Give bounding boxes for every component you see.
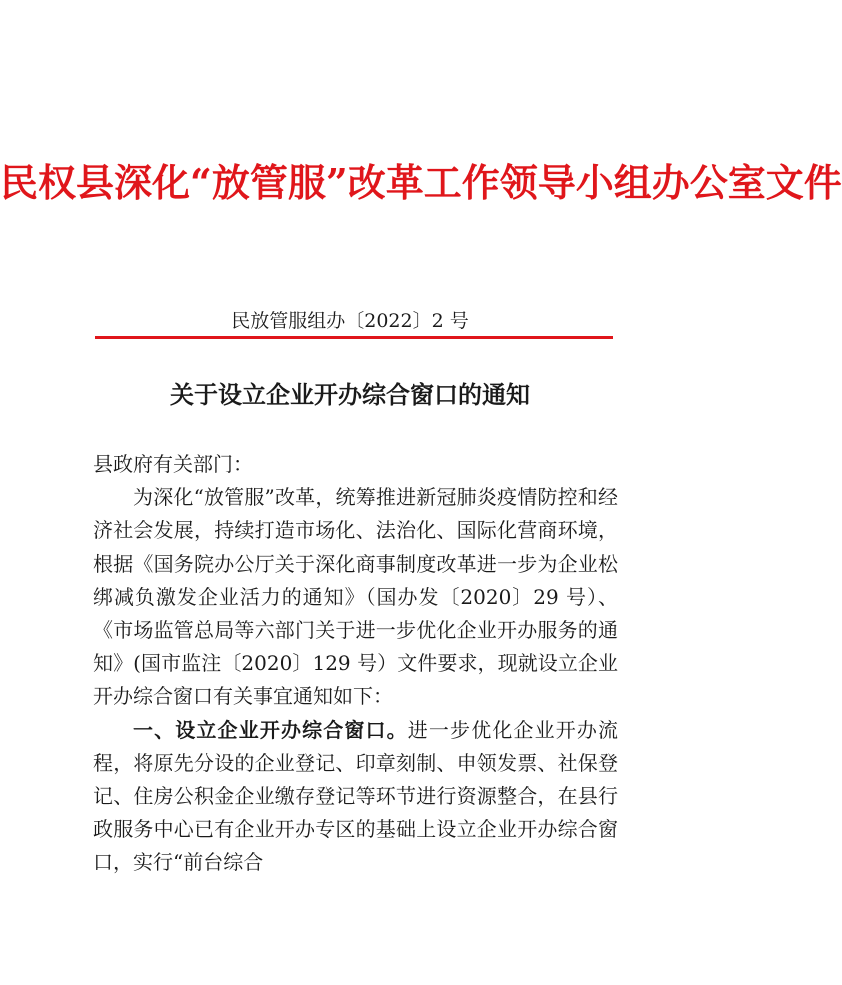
document-number: 民放管服组办〔2022〕2 号	[231, 310, 469, 332]
intro-paragraph: 为深化“放管服”改革，统筹推进新冠肺炎疫情防控和经济社会发展，持续打造市场化、法治化、国际化营商环境，根据《国务院办公厅关于深化商事制度改革进一步为企业松绑减负激发企业活力的通知》（国办发〔2020〕29 号）、《市场监管总局等六部门关于进一步优化企业开办服务的通知》(国市监注〔2020〕129 号）文件要求，现就设立企业开办综合窗口有关事宜通知如下：	[93, 485, 618, 709]
section-1-heading: 一、设立企业开办综合窗口。	[133, 717, 408, 742]
section-1-paragraph	[93, 714, 618, 880]
notice-title: 关于设立企业开办综合窗口的通知	[170, 380, 530, 409]
issuing-office-header: 民权县深化“放管服”改革工作领导小组办公室文件	[0, 160, 842, 205]
document-body	[93, 448, 618, 880]
section-1-text: 进一步优化企业开办流程，将原先分设的企业登记、印章刻制、申领发票、社保登记、住房公积金企业缴存登记等环节进行资源整合，在县行政服务中心已有企业开办专区的基础上设立企业开办综合窗口，实行“前台综合	[93, 717, 619, 875]
red-divider-line	[95, 336, 613, 339]
salutation: 县政府有关部门：	[93, 452, 253, 476]
